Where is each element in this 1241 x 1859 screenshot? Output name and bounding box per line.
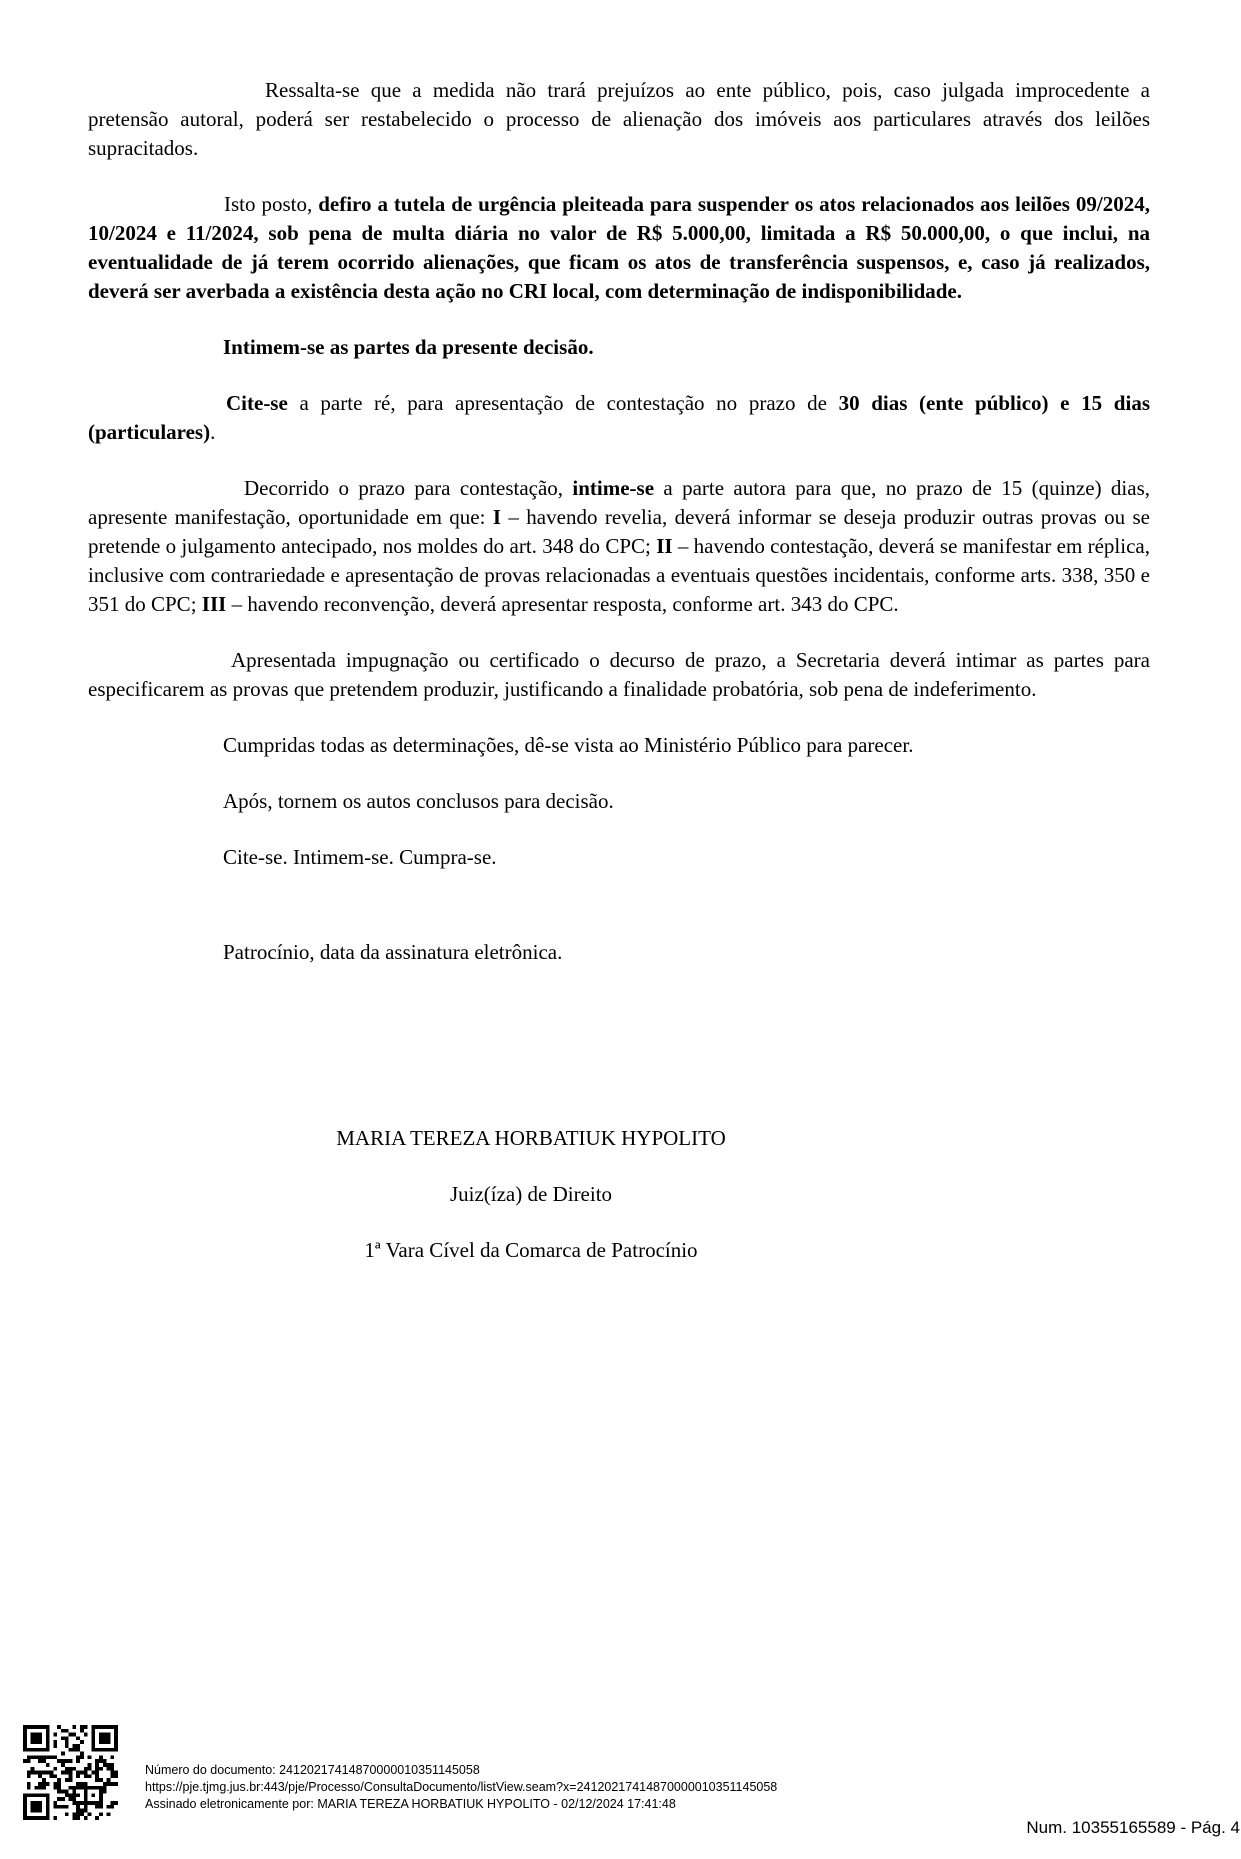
apos-text: Após, tornem os autos conclusos para decisão. bbox=[223, 789, 614, 813]
paragraph-cite-se bbox=[88, 389, 1150, 447]
paragraph-ressalta bbox=[88, 76, 1150, 163]
decorrido-text4: – havendo contestação, deverá se manifestar em réplica, inclusive com contrariedade e apresentação de provas relacionadas a eventuais questões incidentais, conforme arts. 338, 350 e 351 do CPC; bbox=[88, 534, 1150, 616]
apresentada-text: Apresentada impugnação ou certificado o decurso de prazo, a Secretaria deverá intimar as partes para especificarem as provas que pretendem produzir, justificando a finalidade probatória, sob pena de indeferimento. bbox=[88, 648, 1150, 701]
paragraph-ressalta-text: Ressalta-se que a medida não trará prejuízos ao ente público, pois, caso julgada improcedente a pretensão autoral, poderá ser restabelecido o processo de alienação dos imóveis aos particulares através dos leilões supracitados. bbox=[88, 78, 1150, 160]
paragraph-apos bbox=[88, 787, 1150, 816]
signature-name: MARIA TEREZA HORBATIUK HYPOLITO bbox=[336, 1126, 726, 1150]
decorrido-item-ii: II bbox=[656, 534, 673, 558]
paragraph-place-date bbox=[88, 938, 1150, 967]
cite-se-text2: . bbox=[210, 420, 216, 444]
cite-se-text1: a parte ré, para apresentação de contestação no prazo de bbox=[287, 391, 839, 415]
cite-se-bold: Cite-se bbox=[226, 391, 288, 415]
page-number: Num. 10355165589 - Pág. 4 bbox=[1026, 1818, 1240, 1837]
decorrido-text3: – havendo revelia, deverá informar se deseja produzir outras provas ou se pretende o julgamento antecipado, nos moldes do art. 348 do CPC; bbox=[88, 505, 1150, 558]
footer-doc-number: Número do documento: 24120217414870000010351145058 bbox=[145, 1763, 480, 1777]
signature-court: 1ª Vara Cível da Comarca de Patrocínio bbox=[364, 1238, 698, 1262]
paragraph-apresentada bbox=[88, 646, 1150, 704]
decorrido-text5: – havendo reconvenção, deverá apresentar resposta, conforme art. 343 do CPC. bbox=[226, 592, 899, 616]
paragraph-intimem bbox=[88, 333, 1150, 362]
document-footer bbox=[145, 1762, 945, 1813]
isto-posto-lead: Isto posto, bbox=[224, 192, 319, 216]
isto-posto-decision: defiro a tutela de urgência pleiteada para suspender os atos relacionados aos leilões 09/2024, 10/2024 e 11/2024, sob pena de multa diária no valor de R$ 5.000,00, limitada a R$ 50.000,00, o que inclui, na eventualidade de já terem ocorrido alienações, que ficam os atos de transferência suspensos, e, caso já realizados, deverá ser averbada a existência desta ação no CRI local, com determinação de indisponibilidade. bbox=[88, 192, 1151, 303]
place-date-text: Patrocínio, data da assinatura eletrônica. bbox=[223, 940, 563, 964]
paragraph-decorrido bbox=[88, 474, 1150, 619]
decorrido-item-iii: III bbox=[201, 592, 227, 616]
decorrido-intime-se: intime-se bbox=[572, 476, 655, 500]
paragraph-isto-posto bbox=[88, 190, 1150, 306]
paragraph-cumpridas bbox=[88, 731, 1150, 760]
decorrido-item-i: I bbox=[492, 505, 502, 529]
intimem-text: Intimem-se as partes da presente decisão. bbox=[223, 335, 594, 359]
footer-signed-by: Assinado eletronicamente por: MARIA TEREZA HORBATIUK HYPOLITO - 02/12/2024 17:41:48 bbox=[145, 1797, 676, 1811]
document-body bbox=[88, 76, 1150, 994]
signature-role: Juiz(íza) de Direito bbox=[449, 1182, 613, 1206]
paragraph-closing bbox=[88, 843, 1150, 872]
decorrido-text1: Decorrido o prazo para contestação, bbox=[244, 476, 573, 500]
closing-text: Cite-se. Intimem-se. Cumpra-se. bbox=[223, 845, 497, 869]
cumpridas-text: Cumpridas todas as determinações, dê-se vista ao Ministério Público para parecer. bbox=[223, 733, 914, 757]
footer-url[interactable]: https://pje.tjmg.jus.br:443/pje/Processo/ConsultaDocumento/listView.seam?x=24120217414870000010351145058 bbox=[145, 1780, 778, 1794]
qr-code-icon bbox=[23, 1725, 118, 1820]
cite-se-deadline: 30 dias (ente público) e 15 dias (particulares) bbox=[88, 391, 1150, 444]
decorrido-text2: a parte autora para que, no prazo de 15 (quinze) dias, apresente manifestação, oportunidade em que: bbox=[88, 476, 1150, 529]
